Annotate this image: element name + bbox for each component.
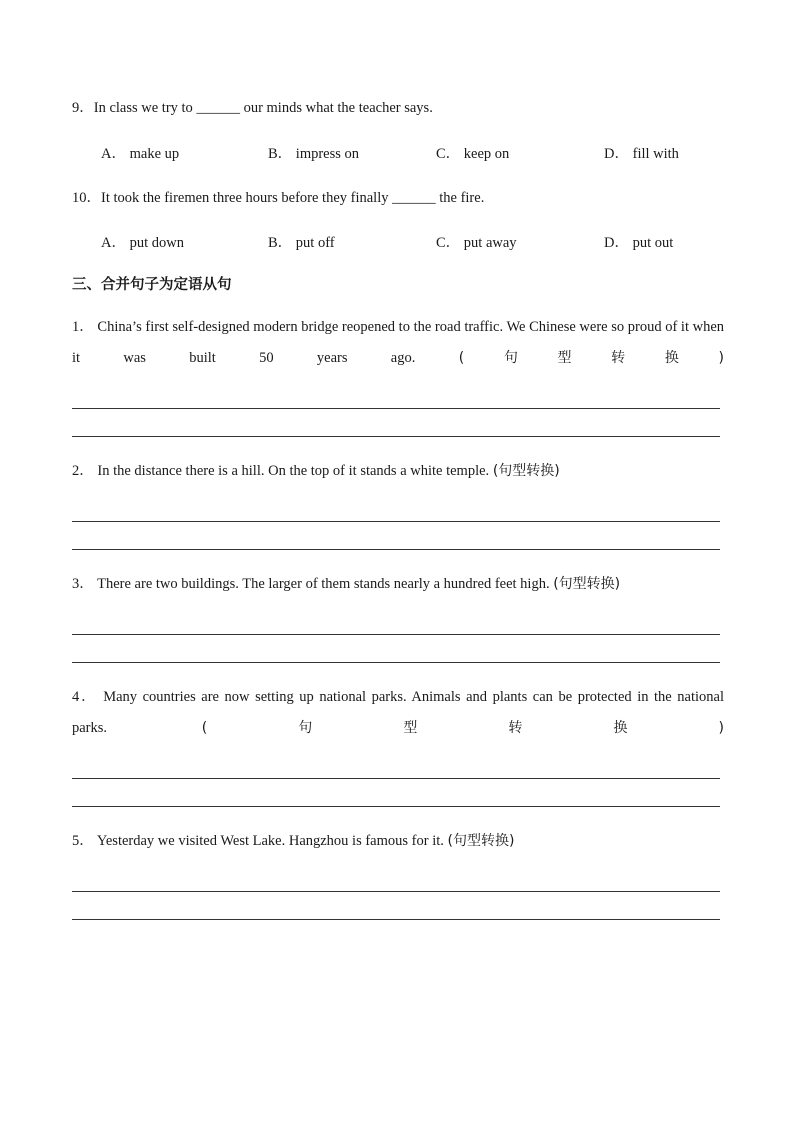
- question-number: 10．: [72, 190, 101, 206]
- item-number: 1．: [72, 319, 94, 335]
- item-text: In the distance there is a hill. On the top of it stands a white temple.: [97, 463, 490, 479]
- item-note: (句型转换): [201, 720, 724, 736]
- option-text: put out: [632, 235, 674, 251]
- option-text: make up: [129, 146, 180, 162]
- answer-line[interactable]: [72, 891, 720, 892]
- option-text: fill with: [632, 146, 679, 162]
- section-heading: 三、合并句子为定语从句: [72, 277, 232, 293]
- option-letter: B．: [268, 235, 293, 251]
- option-letter: B．: [268, 146, 293, 162]
- item-number: 3．: [72, 576, 94, 592]
- item-text: There are two buildings. The larger of them stands nearly a hundred feet high.: [97, 576, 550, 592]
- question-text-after: the fire.: [439, 190, 485, 206]
- question-number: 9．: [72, 100, 94, 116]
- answer-line[interactable]: [72, 408, 720, 409]
- item-note: (句型转换): [447, 833, 515, 849]
- item-note: (句型转换): [553, 576, 621, 592]
- answer-blank: ______: [392, 190, 436, 206]
- item-text: China’s first self-designed modern bridge reopened to the road traffic. We Chinese were so proud of it when it was built 50 years ago.: [72, 319, 725, 366]
- answer-line[interactable]: [72, 436, 720, 437]
- option-letter: C．: [436, 235, 461, 251]
- item-number: 2．: [72, 463, 94, 479]
- option-text: put off: [295, 235, 335, 251]
- answer-line[interactable]: [72, 634, 720, 635]
- sentence-item-2: [72, 456, 724, 487]
- option-letter: D．: [604, 235, 629, 251]
- question-text-before: It took the firemen three hours before they finally: [101, 190, 389, 206]
- option-a: [101, 142, 179, 163]
- item-number: 4．: [72, 689, 98, 705]
- option-c: [436, 231, 517, 252]
- question-text-after: our minds what the teacher says.: [243, 100, 433, 116]
- option-letter: A．: [101, 146, 126, 162]
- option-text: keep on: [463, 146, 510, 162]
- option-text: impress on: [295, 146, 360, 162]
- option-d: [604, 142, 679, 163]
- option-a: [101, 231, 184, 252]
- answer-line[interactable]: [72, 662, 720, 663]
- item-note: (句型转换): [458, 350, 724, 366]
- sentence-item-5: [72, 826, 724, 857]
- sentence-item-4: [72, 682, 724, 744]
- option-letter: D．: [604, 146, 629, 162]
- option-letter: A．: [101, 235, 126, 251]
- sentence-item-1: [72, 312, 724, 374]
- mc-question-10: [72, 186, 484, 207]
- item-number: 5．: [72, 833, 94, 849]
- answer-line[interactable]: [72, 521, 720, 522]
- answer-line[interactable]: [72, 549, 720, 550]
- item-text: Yesterday we visited West Lake. Hangzhou is famous for it.: [96, 833, 444, 849]
- option-b: [268, 231, 335, 252]
- option-d: [604, 231, 673, 252]
- answer-line[interactable]: [72, 919, 720, 920]
- option-b: [268, 142, 359, 163]
- option-text: put away: [463, 235, 517, 251]
- answer-line[interactable]: [72, 778, 720, 779]
- item-text: Many countries are now setting up national parks. Animals and plants can be protected in the national parks.: [72, 689, 725, 736]
- answer-blank: ______: [196, 100, 240, 116]
- answer-line[interactable]: [72, 806, 720, 807]
- question-text-before: In class we try to: [93, 100, 193, 116]
- sentence-item-3: [72, 569, 724, 600]
- mc-question-9: [72, 96, 433, 117]
- item-note: (句型转换): [492, 463, 560, 479]
- option-letter: C．: [436, 146, 461, 162]
- option-c: [436, 142, 509, 163]
- option-text: put down: [129, 235, 184, 251]
